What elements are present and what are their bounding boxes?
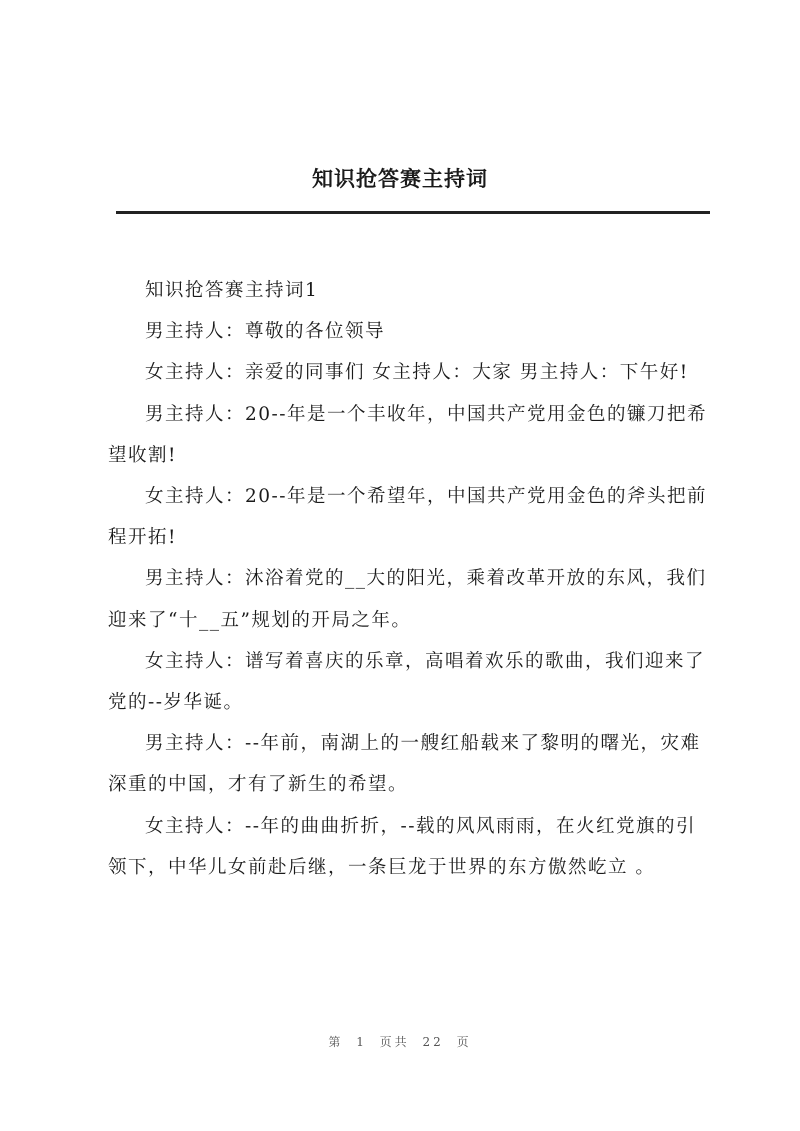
title-divider	[116, 211, 710, 214]
current-page-number: 1	[356, 1035, 367, 1049]
paragraph: 女主持人：--年的曲曲折折，--载的风风雨雨，在火红党旗的引领下，中华儿女前赴后继，一条巨龙于世界的东方傲然屹立 。	[108, 815, 697, 878]
document-title: 知识抢答赛主持词	[312, 167, 488, 191]
page-footer	[0, 1033, 800, 1050]
paragraph: 男主持人：沐浴着党的__大的阳光，乘着改革开放的东风，我们迎来了“十__五”规划的开局之年。	[108, 568, 707, 631]
page-label-mid: 页共	[379, 1035, 410, 1049]
paragraph: 男主持人：--年前，南湖上的一艘红船载来了黎明的曙光，灾难深重的中国，才有了新生的希望。	[108, 733, 701, 796]
total-pages-number: 22	[422, 1035, 444, 1049]
paragraph: 男主持人：尊敬的各位领导	[145, 321, 386, 343]
paragraph-heading: 知识抢答赛主持词1	[145, 280, 319, 301]
paragraph: 女主持人：谱写着喜庆的乐章，高唱着欢乐的歌曲，我们迎来了党的--岁华诞。	[108, 650, 706, 714]
page-label-prefix: 第	[328, 1035, 344, 1049]
paragraph: 男主持人：20--年是一个丰收年，中国共产党用金色的镰刀把希望收割!	[108, 403, 708, 466]
document-body	[108, 270, 710, 888]
page-label-suffix: 页	[456, 1035, 472, 1049]
paragraph: 女主持人：20--年是一个希望年，中国共产党用金色的斧头把前程开拓!	[108, 486, 708, 549]
paragraph: 女主持人：亲爱的同事们 女主持人：大家 男主持人：下午好!	[145, 362, 689, 384]
